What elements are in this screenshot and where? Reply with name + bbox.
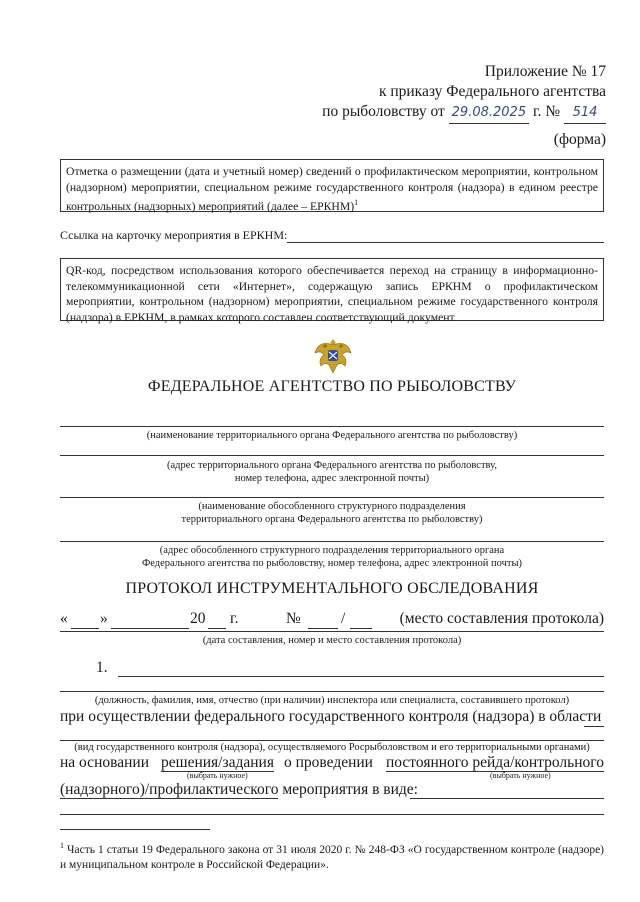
territorial-body-name-caption: (наименование территориального органа Федерального агентства по рыболовству) [146,430,518,441]
erknm-mark-text: Отметка о размещении (дата и учетный номер) сведений о профилактическом мероприятии, контрольном (надзорном) мероприятии, специальном режиме государственного контроля (надзора) в едином реестре контрольных (надзорных) мероприятий (далее – ЕРКНМ) [66,165,598,213]
inspector-line-2[interactable] [60,691,604,692]
number-field-1[interactable] [308,628,338,629]
territorial-body-address-caption-1: (адрес территориального органа Федерального агентства по рыболовству, [167,460,497,471]
basis-row-2 [60,781,418,799]
raid-control-choice-1[interactable]: постоянного рейда/контрольного [385,754,604,771]
event-type-line-2[interactable] [60,814,604,815]
quote-close: » [100,610,108,627]
number-slash: / [341,610,346,627]
subdivision-name-caption-2: территориального органа Федерального агентства по рыболовству) [181,514,483,525]
order-date-handwritten: 29.08.2025 [449,103,529,124]
footnote-text: Часть 1 статьи 19 Федерального закона от 31 июля 2020 г. № 248-ФЗ «О государственном контроле (надзоре) и муниципальном контроле в Российской Федерации». [60,843,605,871]
double-headed-eagle-emblem [313,335,353,377]
supervision-field[interactable] [584,726,604,727]
order-number-label: г. № [532,103,561,120]
date-row-underline [60,631,604,632]
footnote-separator [60,829,210,830]
footnote-ref: 1 [354,198,359,207]
choose-caption-1: (выбрать нужное) [187,771,248,780]
subdivision-name-line[interactable] [60,497,604,498]
supervision-text: при осуществлении федерального государственного контроля (надзора) в области [60,708,602,725]
year-field[interactable] [208,628,226,629]
order-date-line [322,102,606,124]
decision-task-choice[interactable]: решения/задания [161,754,274,771]
number-sign: № [286,610,301,627]
place-label: (место составления протокола) [399,610,604,627]
basis-prefix: на основании [60,754,149,771]
subdivision-address-caption-2: Федерального агентства по рыболовству, номер телефона, адрес электронной почты) [141,558,523,569]
subdivision-address-caption-1: (адрес обособленного структурного подразделения территориального органа [159,545,505,556]
protocol-title: ПРОТОКОЛ ИНСТРУМЕНТАЛЬНОГО ОБСЛЕДОВАНИЯ [125,580,539,597]
month-field[interactable] [111,628,189,629]
supervision-type-caption: (вид государственного контроля (надзора), осуществляемого Росрыболовством и его территориальными органами) [74,742,590,753]
item-number-1: 1. [96,659,108,676]
subdivision-name-caption-1: (наименование обособленного структурного подразделения [198,501,466,512]
event-type-field[interactable] [410,798,604,799]
appendix-number: Приложение № 17 [484,63,606,80]
date-row-caption: (дата составления, номер и место составления протокола) [202,635,462,646]
footnote [60,838,604,873]
quote-open: « [60,610,68,627]
territorial-body-name-line[interactable] [60,426,604,427]
order-reference: к приказу Федерального агентства [378,83,606,100]
agency-title: ФЕДЕРАЛЬНОЕ АГЕНТСТВО ПО РЫБОЛОВСТВУ [147,378,517,395]
qr-code-box [60,258,604,324]
erknm-link-label: Ссылка на карточку мероприятия в ЕРКНМ: [60,228,288,242]
basis-conducting: о проведении [284,754,373,771]
territorial-body-address-caption-2: номер телефона, адрес электронной почты) [234,473,430,484]
subdivision-address-line[interactable] [60,541,604,542]
raid-control-choice-2[interactable]: (надзорного)/профилактического [60,781,279,798]
order-number-handwritten: 514 [564,103,606,124]
footnote-number: 1 [60,841,64,850]
event-type-label: мероприятия в виде: [282,781,418,798]
day-field[interactable] [71,628,99,629]
year-suffix: г. [230,610,239,627]
erknm-link-line[interactable] [287,242,604,243]
territorial-body-address-line[interactable] [60,455,604,456]
inspector-line-1[interactable] [118,676,604,677]
form-label: (форма) [553,131,606,148]
order-date-prefix: по рыболовству от [322,103,445,120]
erknm-mark-box [60,159,604,212]
date-number-row [60,610,604,632]
qr-code-text: QR-код, посредством использования которого обеспечивается переход на страницу в информационно-телекоммуникационной сети «Интернет», содержащую запись ЕРКНМ о профилактическом мероприятии, контрольном (надзорном) мероприятии, специальном режиме государственного контроля (надзора) в ЕРКНМ, в рамках которого составлен соответствующий документ [66,264,598,324]
year-prefix: 20 [190,610,206,627]
number-field-2[interactable] [350,628,372,629]
choose-caption-2: (выбрать нужное) [490,771,551,780]
inspector-caption: (должность, фамилия, имя, отчество (при наличии) инспектора или специалиста, составившего протокол) [94,695,570,706]
